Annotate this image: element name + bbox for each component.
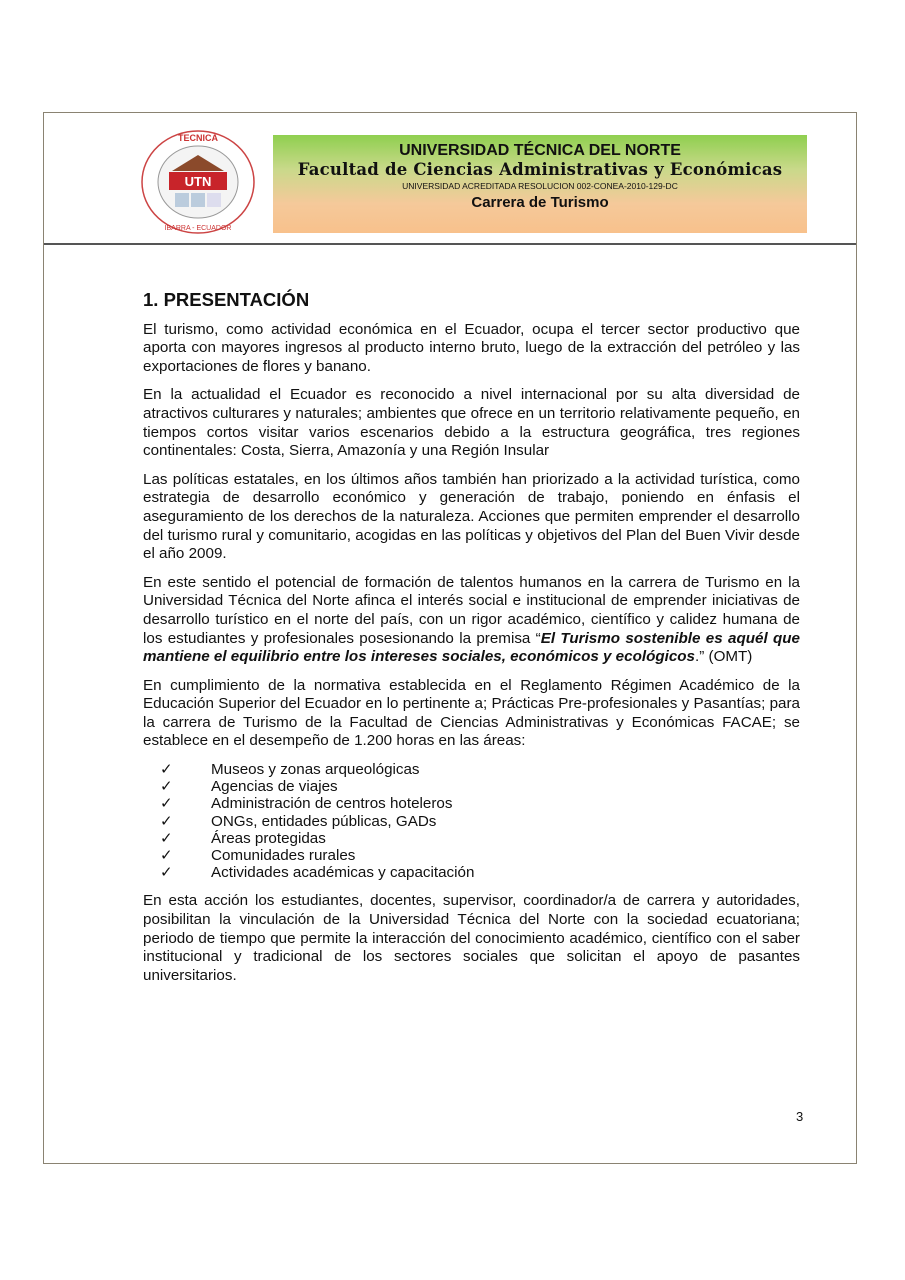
paragraph-text: En este sentido el potencial de formación de talentos humanos en la carrera de Turismo en la Universidad Técnica del Norte afinca el interés social e institucional de emprender iniciativas de desarrollo turístico en el norte del país, con un rigor académico, científico y calidez humana de los estudiantes y profesionales posesionando la premisa “ (143, 573, 800, 647)
header-banner (273, 135, 807, 233)
list-item (143, 847, 800, 864)
check-icon: ✓ (160, 847, 173, 865)
list-item (143, 864, 800, 881)
list-item-label: Comunidades rurales (211, 847, 356, 865)
list-item (143, 761, 800, 778)
list-item (143, 778, 800, 795)
paragraph (143, 574, 800, 667)
page-number: 3 (796, 1109, 804, 1124)
list-item (143, 830, 800, 847)
list-item (143, 813, 800, 830)
areas-list (143, 761, 800, 881)
header-divider (44, 243, 856, 245)
list-item-label: Actividades académicas y capacitación (211, 864, 475, 882)
career-name: Carrera de Turismo (471, 194, 609, 211)
list-item-label: Museos y zonas arqueológicas (211, 761, 420, 779)
paragraph: En esta acción los estudiantes, docentes, supervisor, coordinador/a de carrera y autoridades, posibilitan la vinculación de la Universidad Técnica del Norte con la sociedad ecuatoriana; periodo de tiempo que permite la interacción del conocimiento académico, científico con el saber institucional y tradicional de los sectores sociales que solicitan el apoyo de pasantes universitarios. (143, 892, 800, 984)
svg-text:UTN: UTN (184, 174, 212, 189)
paragraph: En la actualidad el Ecuador es reconocido a nivel internacional por su alta diversidad de atractivos culturares y naturales; ambientes que ofrece en un territorio relativamente pequeño, en tiempos cortos visitar varios escenarios debido a la estructura geográfica, tres regiones continentales: Costa, Sierra, Amazonía y una Región Insular (143, 386, 800, 460)
quote: El Turismo sostenible es aquél que mantiene el equilibrio entre los intereses sociales, económicos y ecológicos (143, 629, 800, 666)
document-body (143, 291, 800, 995)
check-icon: ✓ (160, 812, 173, 830)
paragraph: El turismo, como actividad económica en el Ecuador, ocupa el tercer sector productivo que aporta con mayores ingresos al producto interno bruto, luego de la extracción del petróleo y las exportaciones de flores y banano. (143, 320, 800, 375)
check-icon: ✓ (160, 778, 173, 796)
paragraph-text: .” (OMT) (695, 648, 753, 666)
list-item-label: Agencias de viajes (211, 778, 338, 796)
check-icon: ✓ (160, 795, 173, 813)
svg-text:TECNICA: TECNICA (178, 133, 218, 143)
faculty-name: Facultad de Ciencias Administrativas y Económicas (297, 160, 783, 179)
check-icon: ✓ (160, 761, 173, 779)
paragraph: Las políticas estatales, en los últimos años también han priorizado a la actividad turística, como estrategia de desarrollo económico y generación de trabajo, poniendo en énfasis el aseguramiento de los derechos de la naturaleza. Acciones que permiten emprender el desarrollo del turismo rural y comunitario, acogidas en las políticas y objetivos del Plan del Buen Vivir desde el año 2009. (143, 470, 800, 563)
check-icon: ✓ (160, 829, 173, 847)
university-name: UNIVERSIDAD TÉCNICA DEL NORTE (399, 142, 681, 159)
document-page (43, 112, 857, 1164)
list-item-label: Administración de centros hoteleros (211, 795, 453, 813)
accreditation: UNIVERSIDAD ACREDITADA RESOLUCION 002-CONEA-2010-129-DC (402, 181, 678, 191)
list-item (143, 795, 800, 812)
section-title: 1. PRESENTACIÓN (143, 289, 310, 310)
list-item-label: Áreas protegidas (211, 829, 326, 847)
list-item-label: ONGs, entidades públicas, GADs (211, 812, 437, 830)
paragraph: En cumplimiento de la normativa establecida en el Reglamento Régimen Académico de la Educación Superior del Ecuador en lo pertinente a; Prácticas Pre-profesionales y Pasantías; para la carrera de Turismo de la Facultad de Ciencias Administrativas y Económicas FACAE; se establece en el desempeño de 1.200 horas en las áreas: (143, 676, 800, 750)
svg-text:IBARRA - ECUADOR: IBARRA - ECUADOR (164, 225, 232, 232)
utn-logo (139, 129, 257, 235)
check-icon: ✓ (160, 864, 173, 882)
